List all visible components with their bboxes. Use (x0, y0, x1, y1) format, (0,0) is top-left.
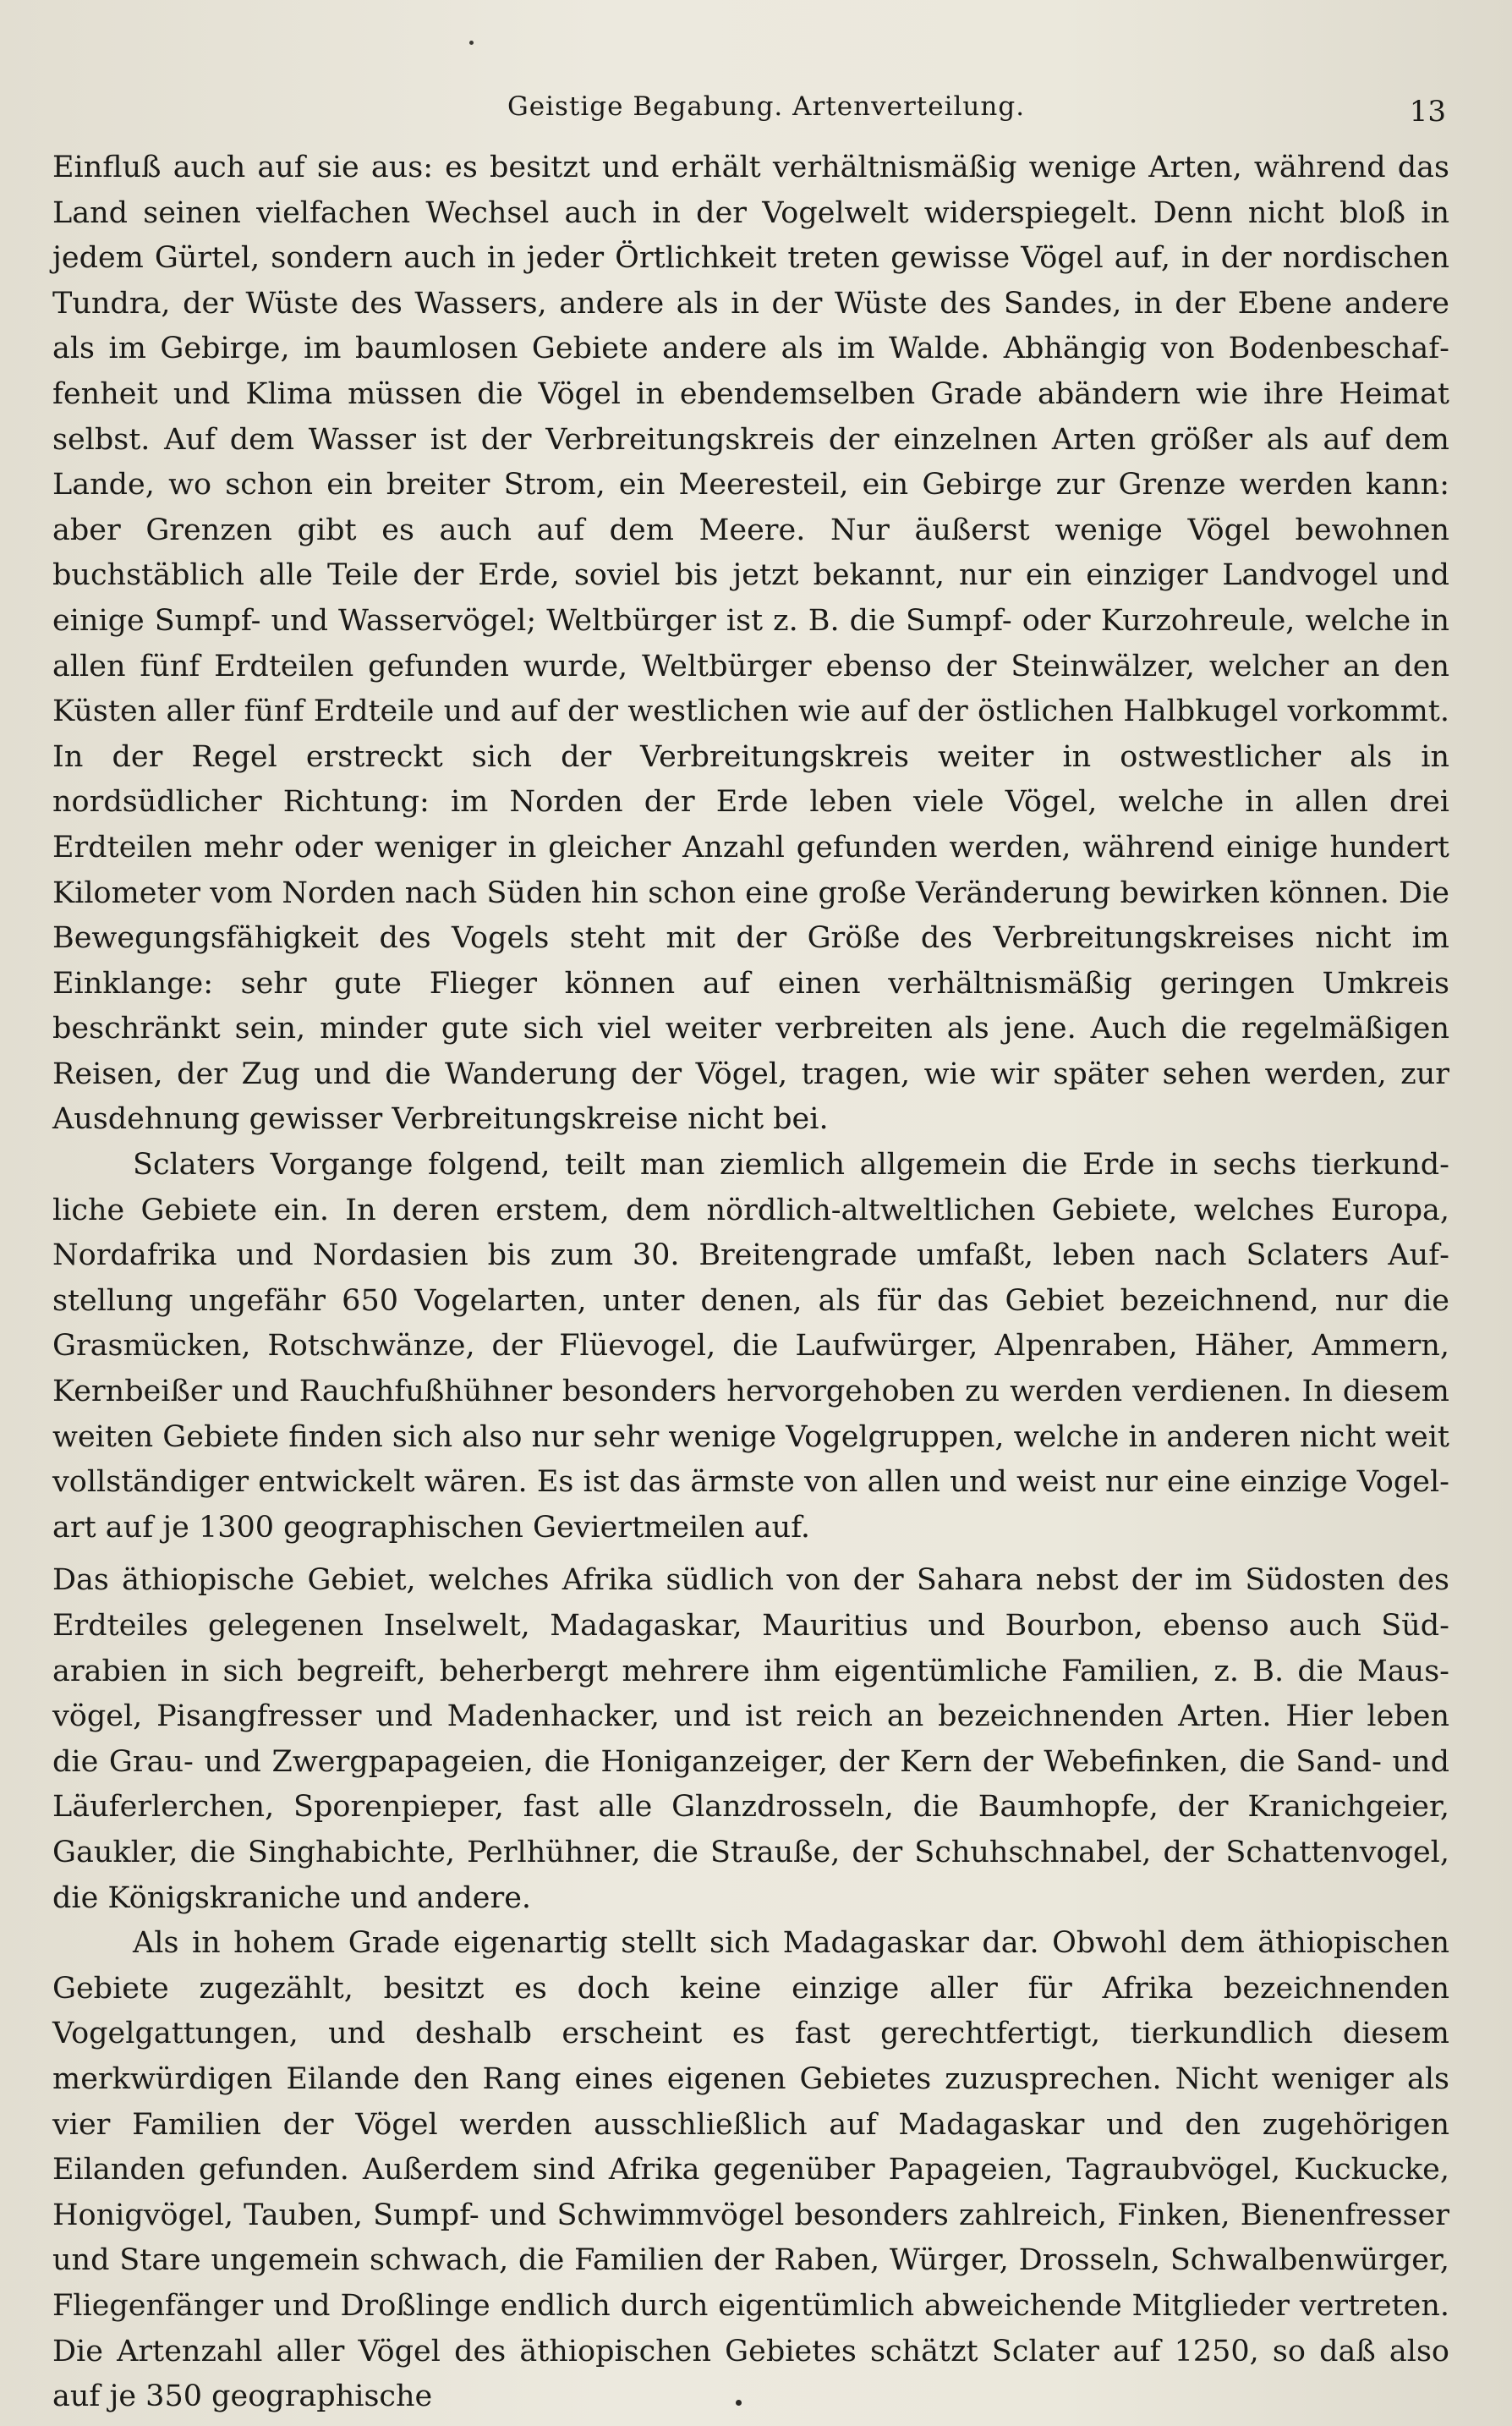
running-head (507, 91, 1461, 134)
paragraph-madagascar: Als in hohem Grade eigenartig stellt sich Madagaskar dar. Obwohl dem äthiopischen Gebiete zugezählt, besitzt es doch keine einzige aller für Afrika bezeichnenden Vogelgattungen, und deshalb erscheint es fast gerechtfertigt, tierkundlich diesem merkwürdigen Eilande den Rang eines eigenen Gebietes zuzusprechen. Nicht weniger als vier Familien der Vögel werden ausschließlich auf Madagaskar und den zugehörigen Eilanden gefunden. Außerdem sind Afrika gegenüber Papageien, Tagraubvögel, Kuckucke, Honigvögel, Tauben, Sumpf- und Schwimmvögel besonders zahlreich, Finken, Bienenfresser und Stare ungemein schwach, die Familien der Raben, Würger, Drosseln, Schwalbenwürger, Fliegenfänger und Droßlinge endlich durch eigentümlich abweichende Mitglieder vertreten. Die Artenzahl aller Vögel des äthiopischen Gebietes schätzt Sclater auf 1250, so daß also auf je 350 geographische (52, 1926, 1449, 2414)
running-title: Geistige Begabung. Artenverteilung. (507, 91, 1026, 122)
page-number: 13 (1409, 95, 1446, 129)
paragraph-sclater-regions: Sclaters Vorgange folgend, teilt man ziemlich allgemein die Erde in sechs tierkundliche Gebiete ein. In deren erstem, dem nördlich-altweltlichen Gebiete, welches Europa, Nordafrika und Nordasien bis zum 30. Breitengrade umfaßt, leben nach Sclaters Aufstellung ungefähr 650 Vogelarten, unter denen, als für das Gebiet bezeichnend, nur die Grasmücken, Rotschwänze, der Flüevogel, die Laufwürger, Alpenraben, Häher, Ammern, Kernbeißer und Rauchfußhühner besonders hervorgehoben zu werden verdienen. In diesem weiten Gebiete finden sich also nur sehr wenige Vogelgruppen, welche in anderen nicht weit vollständiger entwickelt wären. Es ist das ärmste von allen und weist nur eine einzige Vogelart auf je 1300 geographischen Geviertmeilen auf. (52, 1148, 1449, 1545)
paragraph-distribution: Einfluß auch auf sie aus: es besitzt und erhält verhältnismäßig wenige Arten, während das Land seinen vielfachen Wechsel auch in der Vogelwelt widerspiegelt. Denn nicht bloß in jedem Gürtel, sondern auch in jeder Örtlichkeit treten gewisse Vögel auf, in der nordischen Tundra, der Wüste des Wassers, andere als in der Wüste des Sandes, in der Ebene andere als im Gebirge, im baumlosen Gebiete andere als im Walde. Abhängig von Bodenbeschaffenheit und Klima müssen die Vögel in ebendemselben Grade abändern wie ihre Heimat selbst. Auf dem Wasser ist der Verbreitungskreis der einzelnen Arten größer als auf dem Lande, wo schon ein breiter Strom, ein Meeresteil, ein Gebirge zur Grenze werden kann: aber Grenzen gibt es auch auf dem Meere. Nur äußerst wenige Vögel bewohnen buchstäblich alle Teile der Erde, soviel bis jetzt bekannt, nur ein einziger Landvogel und einige Sumpf- und Wasservögel; Weltbürger ist z. B. die Sumpf- oder Kurzohreule, welche in allen fünf Erdteilen gefunden wurde, Weltbürger ebenso der Steinwälzer, welcher an den Küsten aller fünf Erdteile und auf der westlichen wie auf der östlichen Halbkugel vorkommt. In der Regel erstreckt sich der Verbreitungskreis weiter in ostwestlicher als in nordsüdlicher Richtung: im Norden der Erde leben viele Vögel, welche in allen drei Erdteilen mehr oder weniger in gleicher Anzahl gefunden werden, während einige hundert Kilometer vom Norden nach Süden hin schon eine große Veränderung bewirken können. Die Bewegungsfähigkeit des Vogels steht mit der Größe des Verbreitungskreises nicht im Einklange: sehr gute Flieger können auf einen verhältnismäßig geringen Umkreis beschränkt sein, minder gute sich viel weiter verbreiten als jene. Auch die regelmäßigen Reisen, der Zug und die Wanderung der Vögel, tragen, wie wir später sehen werden, zur Ausdehnung gewisser Verbreitungskreise nicht bei. (52, 151, 1449, 1137)
body-text (52, 145, 1449, 2420)
print-speck (736, 2400, 742, 2406)
paragraph-ethiopian-region: Das äthiopische Gebiet, welches Afrika südlich von der Sahara nebst der im Südosten des Erdteiles gelegenen Inselwelt, Madagaskar, Mauritius und Bourbon, ebenso auch Südarabien in sich begreift, beherbergt mehrere ihm eigentümliche Familien, z. B. die Mausvögel, Pisangfresser und Madenhacker, und ist reich an bezeichnenden Arten. Hier leben die Grau- und Zwergpapageien, die Honiganzeiger, der Kern der Webefinken, die Sand- und Läuferlerchen, Sporenpieper, fast alle Glanzdrosseln, die Baumhopfe, der Kranichgeier, Gaukler, die Singhabichte, Perlhühner, die Strauße, der Schuhschnabel, der Schattenvogel, die Königskraniche und andere. (52, 1563, 1449, 1915)
print-speck (469, 41, 474, 45)
